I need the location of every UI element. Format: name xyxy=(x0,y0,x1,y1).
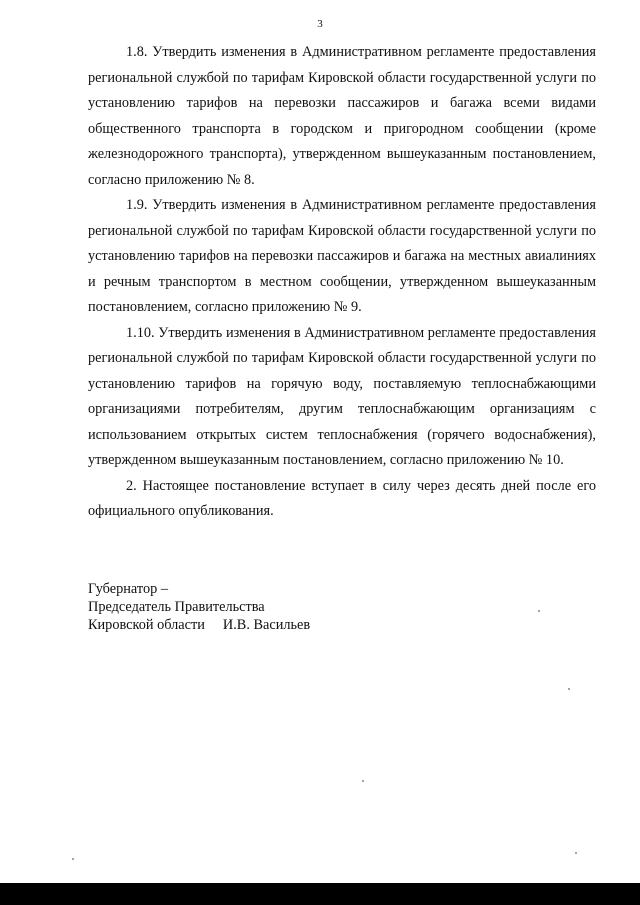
scan-speck xyxy=(538,610,540,612)
paragraph-1-10: 1.10. Утвердить изменения в Административном регламенте предоставления региональной службой по тарифам Кировской области государственной услуги по установлению тарифов на горячую воду, поставляемую теплоснабжающими организациями потребителям, другим теплоснабжающим организациям с использованием открытых систем теплоснабжения (горячего водоснабжения), утвержденном вышеуказанным постановлением, согласно приложению № 10. xyxy=(88,324,596,468)
scan-speck xyxy=(575,852,577,854)
page-number: 3 xyxy=(317,18,323,30)
signature-block xyxy=(88,580,310,634)
scan-speck xyxy=(568,688,570,690)
scan-speck xyxy=(72,858,74,860)
paragraph-1-8: 1.8. Утвердить изменения в Административном регламенте предоставления региональной службой по тарифам Кировской области государственной услуги по установлению тарифов на перевозки пассажиров и багажа всеми видами общественного транспорта в городском и пригородном сообщении (кроме железнодорожного транспорта), утвержденном вышеуказанным постановлением, согласно приложению № 8. xyxy=(88,44,596,188)
document-body xyxy=(88,40,596,525)
paragraph-2: 2. Настоящее постановление вступает в силу через десять дней после его официального опубликования. xyxy=(88,477,596,519)
signature-region: Кировской области xyxy=(88,617,205,633)
scan-bottom-border xyxy=(0,883,640,905)
signatory-name: И.В. Васильев xyxy=(222,617,311,633)
signature-title-line-3 xyxy=(88,616,310,634)
scan-speck xyxy=(362,780,364,782)
paragraph-1-9: 1.9. Утвердить изменения в Административном регламенте предоставления региональной службой по тарифам Кировской области государственной услуги по установлению тарифов на перевозки пассажиров и багажа на местных авиалиниях и речным транспортом в местном сообщении, утвержденном вышеуказанным постановлением, согласно приложению № 9. xyxy=(88,197,596,315)
signature-title-line-2: Председатель Правительства xyxy=(88,599,265,615)
signature-title-line-1: Губернатор – xyxy=(88,581,168,597)
